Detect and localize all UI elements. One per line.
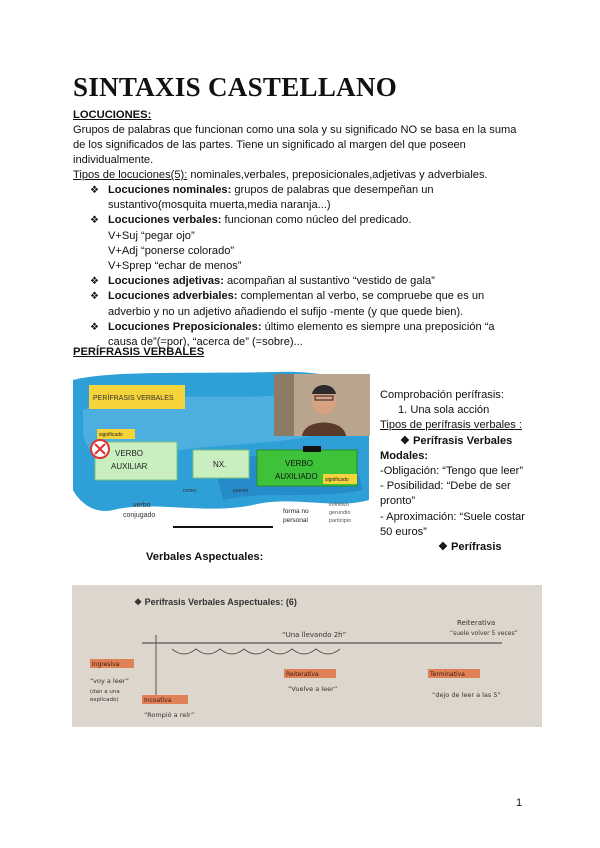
- note-text: “Una llevando 2h”: [282, 631, 347, 639]
- item-text: grupos de palabras que desempeñan un: [231, 184, 434, 196]
- modal-line: pronto”: [380, 495, 416, 508]
- list-item: [90, 183, 510, 213]
- box-label: VERBO: [115, 449, 144, 458]
- modal-line: - Aproximación: “Suele costar: [380, 510, 525, 523]
- diamond-bullet-icon: ❖: [90, 276, 99, 288]
- locuciones-heading: LOCUCIONES:: [73, 109, 152, 121]
- diamond-bullet-icon: ❖: [90, 291, 99, 303]
- aspectuales-part2: Verbales Aspectuales:: [146, 551, 264, 563]
- box-label: VERBO: [285, 459, 314, 468]
- box-label: AUXILIAR: [111, 462, 148, 471]
- note-text: Reiterativa: [457, 619, 496, 627]
- note-text: “Vuelve a leer”: [288, 685, 338, 693]
- item-text: sustantivo(mosquita muerta,media naranja...): [108, 199, 331, 212]
- example-line: V+Sprep “echar de menos”: [108, 260, 242, 273]
- item-text: complementan al verbo, se compruebe que es un: [237, 290, 485, 303]
- notes-svg: [72, 585, 542, 727]
- pv-title: ❖ Perífrasis Verbales: [400, 434, 513, 447]
- item-term: Locuciones nominales:: [108, 184, 232, 196]
- caption-label: infinitivo: [329, 502, 349, 508]
- item-term: Locuciones adverbiales:: [108, 290, 238, 303]
- perifrasis-side-text: [380, 388, 530, 555]
- modal-line: - Posibilidad: “Debe de ser: [380, 480, 511, 493]
- note-text: Incoativa: [144, 697, 172, 704]
- aspectuales-notes-image: [72, 585, 542, 727]
- modal-line: 50 euros”: [380, 525, 427, 538]
- caption-label: participio: [329, 518, 352, 524]
- intro-line: individualmente.: [73, 154, 154, 167]
- example-line: V+Adj “ponerse colorado”: [108, 244, 235, 257]
- item-term: Locuciones verbales:: [108, 214, 222, 227]
- notes-header: ❖ Perífrasis Verbales Aspectuales: (6): [134, 597, 297, 607]
- list-item: [90, 289, 510, 319]
- significado-label: significado: [325, 477, 349, 483]
- intro-line: Grupos de palabras que funcionan como una sola y su significado NO se basa en la suma: [73, 124, 517, 136]
- perifrasis-heading: PERÍFRASIS VERBALES: [73, 346, 205, 358]
- note-text: Terminativa: [430, 671, 465, 678]
- tipos-locuciones: [73, 168, 533, 183]
- note-text: “voy a leer”: [90, 677, 130, 685]
- caption-label: gerundio: [329, 510, 351, 516]
- note-text: Ingresiva: [92, 661, 120, 668]
- diamond-bullet-icon: ❖: [90, 185, 99, 196]
- webcam-photo: [274, 374, 370, 436]
- locuciones-intro: [73, 123, 533, 169]
- person-photo: [274, 374, 370, 436]
- item-term: Locuciones Preposicionales:: [108, 320, 262, 333]
- intro-line: de los significados de las partes. Tiene un significado al margen del que poseen: [73, 139, 466, 152]
- item-text: último elemento es siempre una preposición “a: [261, 320, 495, 333]
- note-text: “dejo de leer a las 5”: [432, 691, 501, 699]
- example-line: V+Suj “pegar ojo”: [108, 229, 195, 242]
- caption-label: personal: [283, 517, 308, 524]
- caption-label: forma no: [283, 508, 309, 515]
- item-text: acompañan al sustantivo “vestido de gala”: [223, 275, 435, 288]
- item-term: Locuciones adjetivas:: [108, 275, 224, 288]
- modal-line: -Obligación: “Tengo que leer”: [380, 465, 524, 478]
- note-text: explicado): [90, 697, 119, 703]
- comprobacion-label: Comprobación perífrasis:: [380, 389, 504, 401]
- caption-label: conjugado: [123, 512, 156, 519]
- item-text: causa de”(=por), “acerca de” (=sobre)...: [108, 336, 303, 349]
- diamond-bullet-icon: ❖: [90, 215, 99, 227]
- comprobacion-item: 1. Una sola acción: [398, 404, 490, 417]
- diamond-bullet-icon: ❖: [90, 321, 99, 333]
- note-text: “Rompió a reír”: [144, 711, 195, 719]
- box-label: NX.: [213, 460, 227, 469]
- item-text: funcionan como núcleo del predicado.: [221, 214, 412, 227]
- tipos-label: Tipos de locuciones(5):: [73, 169, 188, 181]
- page-number: 1: [516, 797, 523, 809]
- note-text: “suele volver 5 veces”: [450, 630, 518, 637]
- caption-label: puente: [233, 488, 249, 494]
- tipos-text: nominales,verbales, preposicionales,adjetivas y adverbiales.: [187, 169, 488, 181]
- locuciones-list: [90, 183, 510, 350]
- note-text: (dan a una: [90, 689, 120, 695]
- note-text: Reiterativa: [286, 671, 319, 678]
- box-label: AUXILIADO: [275, 472, 318, 481]
- item-text: adverbio y no un adjetivo añadiendo el sufijo -mente (y que quede bien).: [108, 305, 464, 318]
- tag-label: PERÍFRASIS VERBALES: [93, 395, 174, 402]
- significado-label: significado: [99, 432, 123, 438]
- tipos-perifrasis: Tipos de perífrasis verbales :: [380, 419, 523, 432]
- page-title: SINTAXIS CASTELLANO: [73, 72, 398, 102]
- modales-label: Modales:: [380, 449, 429, 462]
- caption-label: conec.: [183, 488, 198, 494]
- list-item: [90, 274, 510, 289]
- aspectuales-part1: ❖ Perífrasis: [438, 541, 502, 554]
- list-item: [90, 213, 510, 274]
- caption-label: verbo: [133, 502, 151, 509]
